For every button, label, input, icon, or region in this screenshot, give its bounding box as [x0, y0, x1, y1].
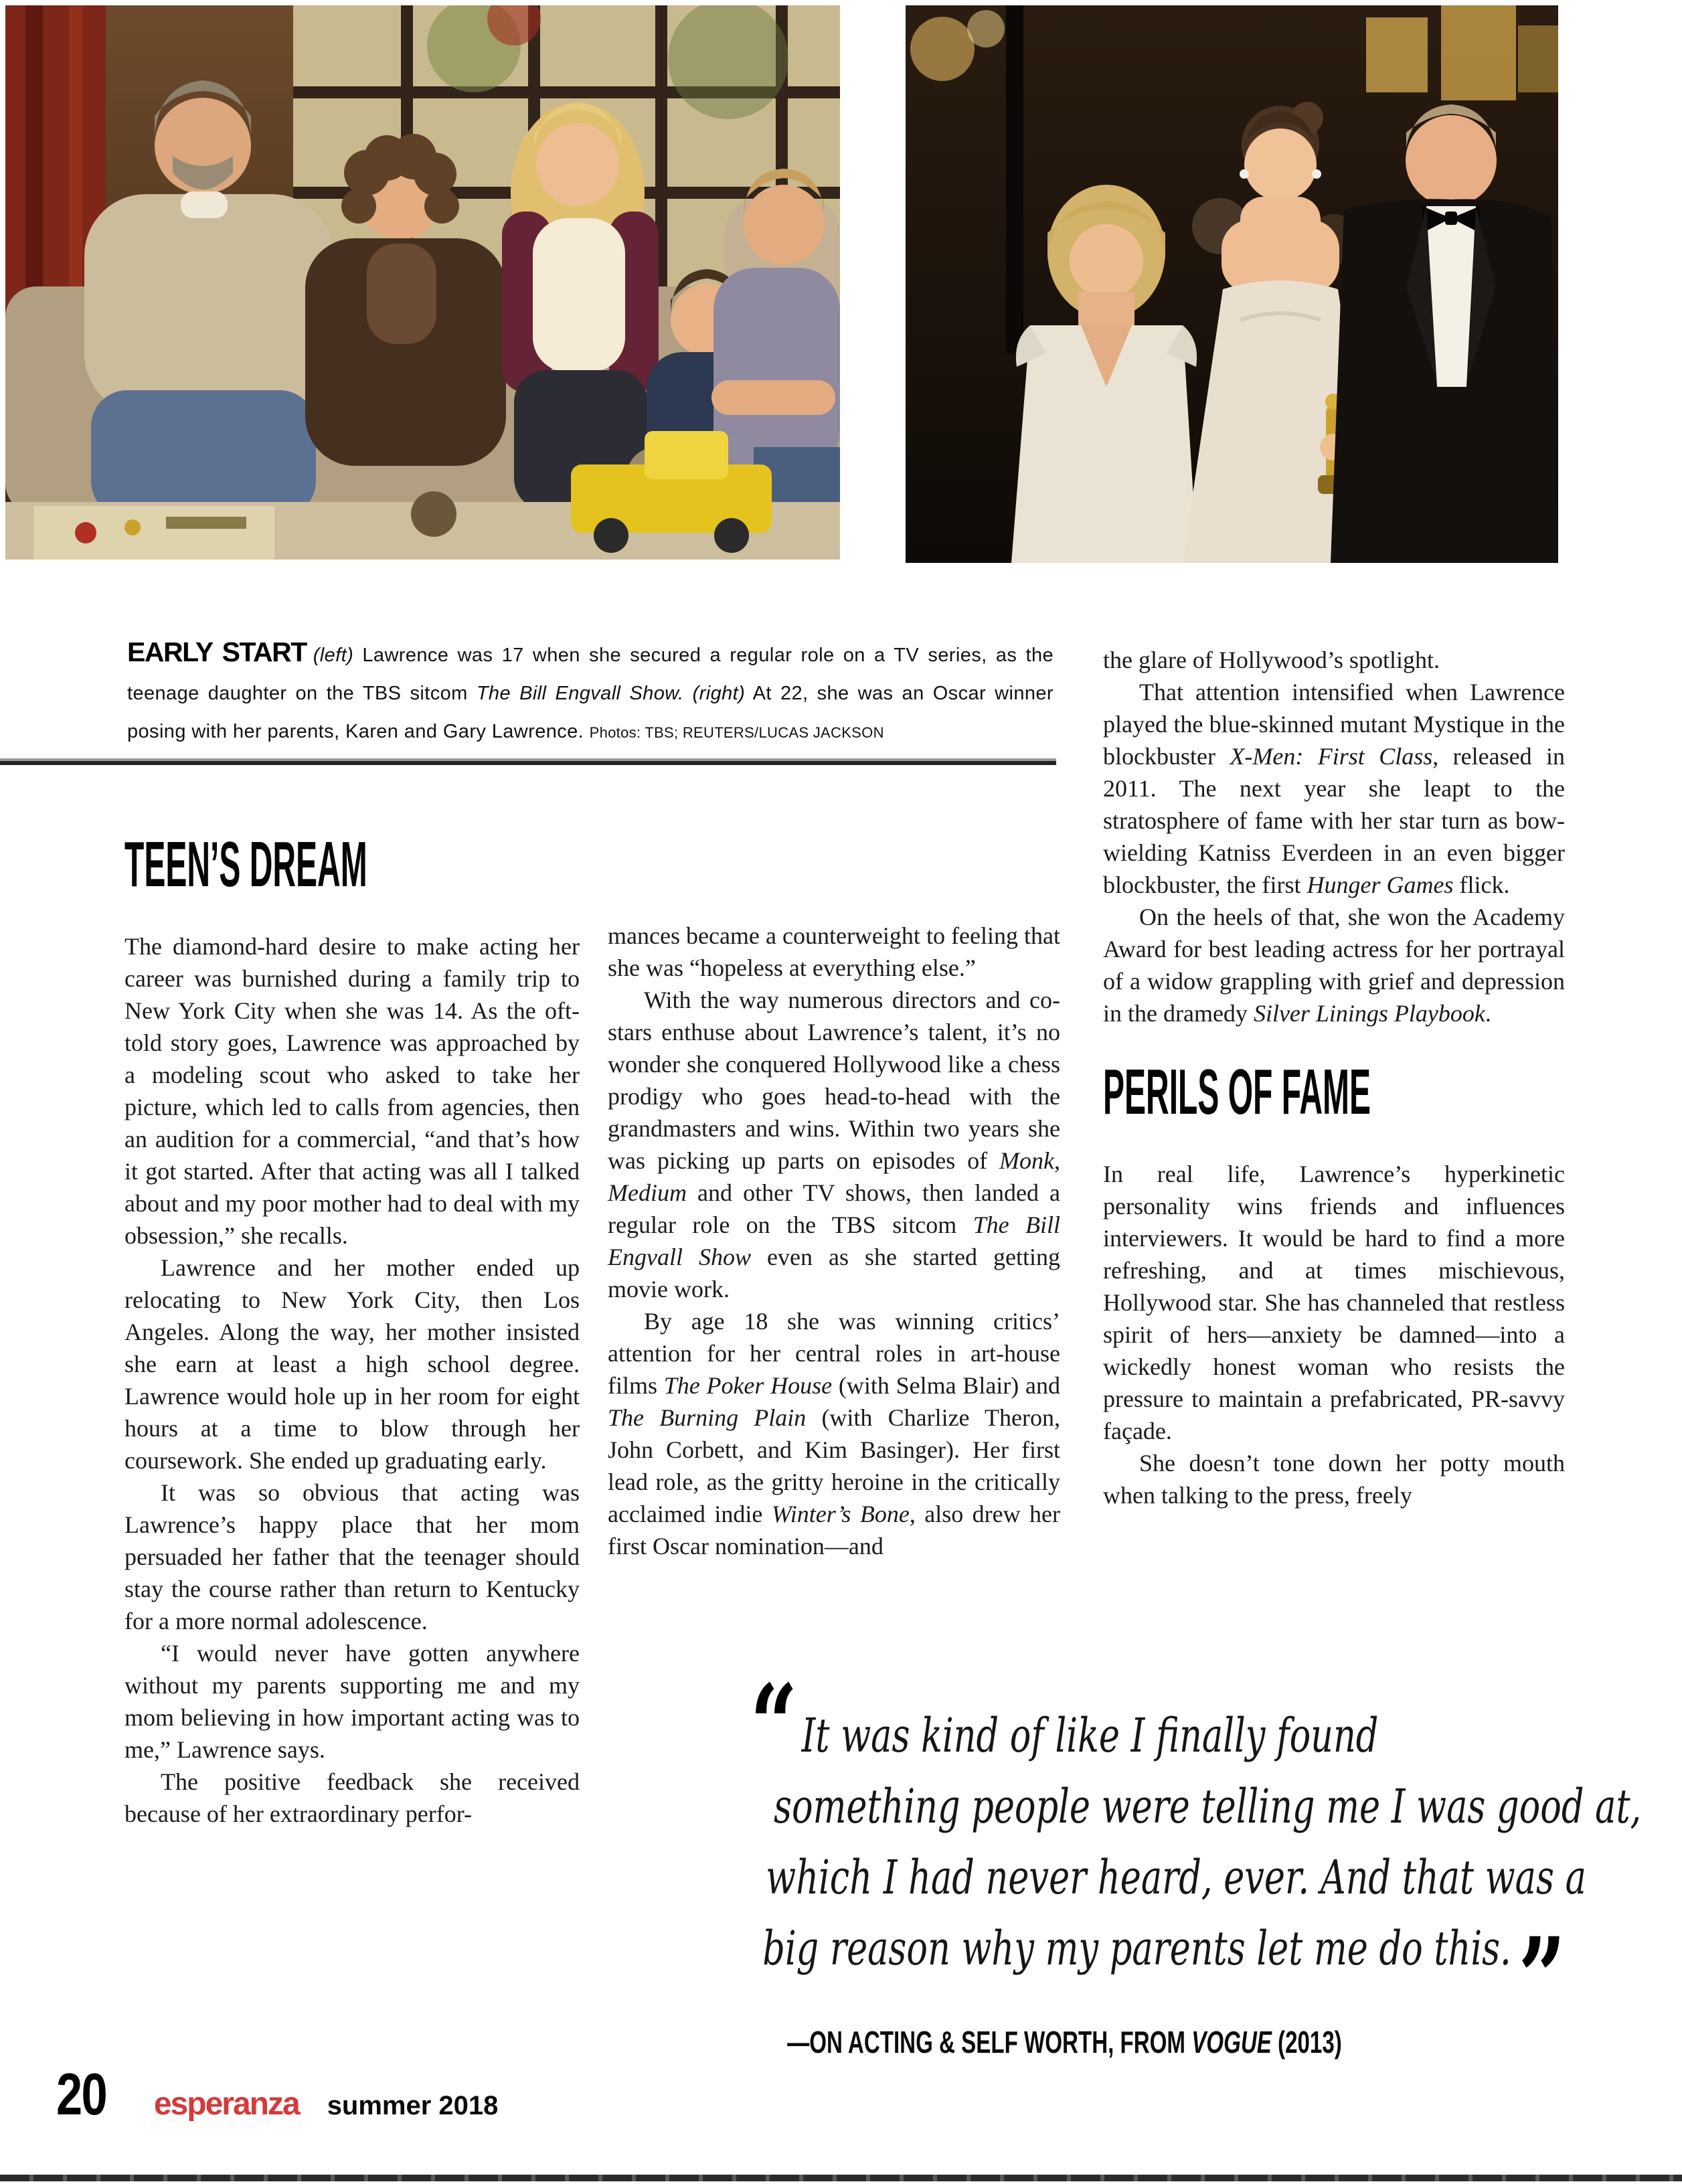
text-run: (2013): [1271, 2025, 1342, 2060]
text-run: Hunger Games: [1307, 871, 1454, 898]
pull-quote-attribution: [629, 2001, 1499, 2078]
magazine-logo: esperanza: [153, 2086, 299, 2122]
text-run: (with Selma Blair) and: [832, 1372, 1060, 1399]
body-paragraph: [608, 984, 1060, 1305]
jennifer-figure: [502, 102, 659, 511]
issue-date: summer 2018: [327, 2091, 499, 2120]
text-run: (left): [313, 645, 354, 666]
section-heading-text: PERILS OF FAME: [1103, 1056, 1371, 1128]
text-run: —ON ACTING & SELF WORTH, FROM: [786, 2025, 1191, 2060]
text-run: At 22, she was an Oscar winner posing with her parents, Karen and Gary Lawrence.: [127, 683, 1054, 742]
game-box: [33, 506, 274, 560]
pull-quote-attribution-text: [787, 2007, 1342, 2078]
text-run: Winter’s Bone: [771, 1501, 910, 1527]
body-paragraph: [608, 920, 1060, 984]
page-number: 20: [56, 2061, 107, 2127]
text-run: flick.: [1453, 871, 1510, 898]
text-run: It was so obvious that acting was Lawrence’s happy place that her mom persuaded her father that the teenager should stay the course rather than return to Kentucky for a more normal adolescence.: [124, 1479, 580, 1634]
photo-credit: Photos: TBS; REUTERS/LUCAS JACKSON: [589, 724, 884, 741]
text-run: VOGUE: [1191, 2025, 1272, 2060]
section-heading-text: TEEN’S DREAM: [124, 829, 367, 900]
text-run: The diamond-hard desire to make acting her career was burnished during a family trip to New York City when she was 14. As the oft-told story goes, Lawrence was approached by a modeling scout who asked to take her picture, which led to calls from agencies, then an audition for a commercial, “and that’s how it got started. After that acting was all I talked about and my poor mother had to deal with my obsession,” she recalls.: [124, 933, 580, 1249]
text-run: (right): [692, 683, 746, 704]
text-run: The Bill Engvall Show: [608, 1211, 1060, 1270]
pull-quote-line: something people were telling me I was good at,: [774, 1779, 1642, 1834]
body-paragraph: [1103, 901, 1565, 1029]
text-run: “I would never have gotten anywhere without my parents supporting me and my mom believing in how important acting was to me,” Lawrence says.: [124, 1640, 580, 1763]
body-paragraph: [124, 1766, 580, 1830]
text-run: By age 18 she was winning critics’ attention for her central roles in art-house films: [608, 1308, 1060, 1399]
text-run: She doesn’t tone down her potty mouth when talking to the press, freely: [1103, 1450, 1565, 1509]
text-run: Lawrence was 17 when she secured a regular role on a TV series, as the teenage daughter on the TBS sitcom: [127, 645, 1054, 704]
sitcom-family-photo: [5, 5, 840, 560]
text-run: The positive feedback she received because of her extraordinary perfor-: [124, 1768, 580, 1827]
body-paragraph: [1103, 1447, 1565, 1511]
body-paragraph: [1103, 644, 1565, 676]
article-column-1: [124, 829, 580, 1830]
body-paragraph: [124, 930, 580, 1252]
body-paragraph: [124, 1252, 580, 1477]
text-run: mances became a counterweight to feeling that she was “hopeless at everything else.”: [608, 922, 1060, 981]
pull-quote-line: big reason why my parents let me do this.”: [762, 1913, 1563, 2043]
body-paragraph: [124, 1477, 580, 1637]
open-quote-icon: “: [750, 1660, 795, 1790]
text-run: X-Men: First Class: [1230, 743, 1433, 770]
pull-quote: [629, 1660, 1642, 2078]
text-run: the glare of Hollywood’s spotlight.: [1103, 647, 1440, 673]
text-run: With the way numerous directors and co-stars enthuse about Lawrence’s talent, it’s no wonder she conquered Hollywood like a chess prodigy who goes head-to-head with the grandmasters and wins. Within two years she was picking up parts on episodes of: [608, 987, 1060, 1174]
oscars-family-illustration: [906, 5, 1558, 563]
photo-caption: [127, 633, 1054, 752]
body-paragraph: [1103, 676, 1565, 901]
text-run: (with Charlize Theron, John Corbett, and Kim Basinger). Her first lead role, as the gritty heroine in the critically acclaimed indie: [608, 1404, 1060, 1527]
page-footer: [56, 2060, 498, 2128]
text-run: [684, 683, 693, 704]
pull-quote-line: “ It was kind of like I finally found: [750, 1660, 1379, 1790]
text-run: The Bill Engvall Show.: [476, 683, 684, 704]
text-run: The Poker House: [663, 1372, 833, 1399]
section-heading: [1103, 1056, 1565, 1143]
bottom-edge-bar: [0, 2175, 1682, 2181]
text-run: Monk: [999, 1147, 1054, 1174]
close-quote-icon: ”: [1518, 1913, 1563, 2043]
text-run: .: [1485, 1000, 1491, 1027]
text-run: , released in 2011. The next year she leapt to the stratosphere of fame with her star turn as bow-wielding Katniss Everdeen in an even bigger blockbuster, the first: [1103, 743, 1566, 898]
text-run: On the heels of that, she won the Academy Award for best leading actress for her portrayal of a widow grappling with grief and depression in the dramedy: [1103, 904, 1565, 1027]
article-column-3: [1103, 644, 1565, 1511]
body-paragraph: [124, 1637, 580, 1766]
pull-quote-line: which I had never heard, ever. And that was a: [766, 1850, 1586, 1905]
text-run: , also drew her first Oscar nomination—and: [608, 1501, 1060, 1560]
text-run: Silver Linings Playbook: [1253, 1000, 1485, 1027]
section-divider: [0, 758, 1056, 765]
oscars-family-photo: [906, 5, 1558, 563]
caption-label: EARLY START: [127, 637, 307, 667]
text-run: Lawrence and her mother ended up relocating to New York City, then Los Angeles. Along the way, her mother insisted she earn at least a high school degree. Lawrence would hole up in her room for eight hours at a time to blow through her coursework. She ended up graduating early.: [124, 1254, 580, 1474]
body-paragraph: [1103, 1158, 1565, 1447]
text-run: ,: [1054, 1147, 1060, 1174]
article-column-2: [608, 920, 1060, 1562]
text-run: even as she started getting movie work.: [608, 1244, 1060, 1303]
text-run: and other TV shows, then landed a regular role on the TBS sitcom: [608, 1179, 1060, 1238]
body-paragraph: [608, 1305, 1060, 1562]
text-run: That attention intensified when Lawrence played the blue-skinned mutant Mystique in the blockbuster: [1103, 679, 1565, 770]
sitcom-family-illustration: [5, 5, 840, 560]
text-run: In real life, Lawrence’s hyperkinetic personality wins friends and influences interviewers. It would be hard to find a more refreshing, and at times mischievous, Hollywood star. She has channeled that restless spirit of hers—anxiety be damned—into a wickedly honest woman who resists the pressure to maintain a prefabricated, PR-savvy façade.: [1103, 1161, 1565, 1444]
text-run: The Burning Plain: [608, 1404, 807, 1431]
section-heading: [124, 829, 580, 916]
text-run: Medium: [608, 1179, 687, 1206]
